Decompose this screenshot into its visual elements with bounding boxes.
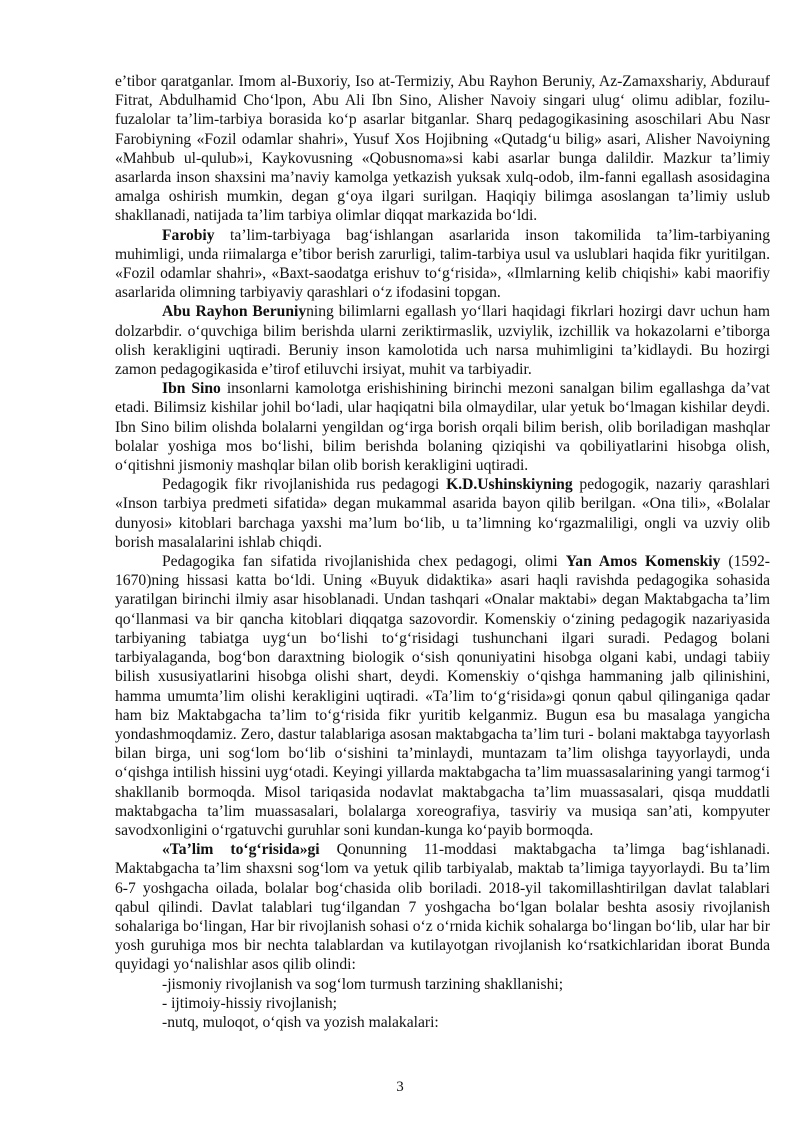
paragraph-text: insonlarni kamolotga erishishining birinchi mezoni sanalgan bilim egallashga da’vat etadi. Bilimsiz kishilar johil bo‘ladi, ular haqiqatni bila olmaydilar, ular yetuk bo‘lmagan kishilar deydi. Ibn Sino bilim olishda bolalarni yengildan og‘irga borish orqali bilim berish, olib boriladigan mashqlar bolalar yoshiga mos bo‘lishi, bilim berishda bolaning qiziqishi va qobiliyatlarini hisobga olish, o‘qitishni jismoniy mashqlar bilan olib borish kerakligini uqtiradi. <box>115 380 770 475</box>
paragraph-text: pedogogik, nazariy qarashlari «Inson tarbiya predmeti sifatida» degan mukammal asarida bayon qilib berilgan. «Ona tili», «Bolalar dunyosi» kitoblari barchaga yaxshi ma’lum bo‘lib, u ta’limning ko‘rgazmaliligi, ongli va uzviy olib borish masalalarini ishlab chiqdi. <box>115 476 770 551</box>
list-item: -jismoniy rivojlanish va sog‘lom turmush tarzining shakllanishi; <box>162 975 564 993</box>
paragraph-beruniy <box>115 302 770 379</box>
paragraph-text: ta’lim-tarbiyaga bag‘ishlangan asarlarida inson takomilida ta’lim-tarbiyaning muhimligi, unda riimalarga e’tibor berish zarurligi, talim-tarbiya usul va uslublari haqida fikr yuritilgan. «Fozil odamlar shahri», «Baxt-saodatga erishuv to‘g‘risida», «Ilmlarning kelib chiqishi» kabi maorifiy asarlarida olimning tarbiyaviy qarashlari o‘z ifodasini topgan. <box>115 226 770 302</box>
paragraph-intro <box>115 72 770 226</box>
paragraph-talim-qonuni <box>115 840 770 974</box>
bold-name: Farobiy <box>162 226 215 244</box>
bold-name: «Ta’lim to‘g‘risida»gi <box>162 841 320 859</box>
document-body <box>115 72 770 1032</box>
paragraph-text: ning bilimlarni egallash yo‘llari haqidagi fikrlari hozirgi davr uchun ham dolzarbdir. o‘quvchiga bilim berishda ularni zeriktirmaslik, uzviylik, izchillik va hokazolarni e’tiborga olish kerakligini uqtiradi. Beruniy inson kamolotida uch narsa muhimligini ta’kidlaydi. Bu hozirgi zamon pedagogikasida e’tirof etiluvchi irsiyat, muhit va tarbiyadir. <box>115 303 770 379</box>
paragraph-ibn-sino <box>115 379 770 475</box>
paragraph-text: Qonunning 11-moddasi maktabgacha ta’limga bag‘ishlanadi. Maktabgacha ta’lim shaxsni sog‘lom va yetuk qilib tarbiyalab, maktab ta’limiga tayyorlaydi. Bu ta’lim 6-7 yoshgacha oilada, bolalar bog‘chasida olib boriladi. 2018-yil takomillashtirilgan davlat talablari qabul qilindi. Davlat talablari tug‘ilgandan 7 yoshgacha bo‘lgan bolalar beshta asosiy rivojlanish sohalariga bo‘lingan, Har bir rivojlanish sohasi o‘z o‘rnida kichik sohalarga bo‘lingan bo‘lib, ular har bir yosh guruhiga mos bir nechta talablardan va kutilayotgan rivojlanish ko‘rsatkichlaridan iborat Bunda quyidagi yo‘nalishlar asos qilib olindi: <box>115 841 770 974</box>
paragraph-text: e’tibor qaratganlar. Imom al-Buxoriy, Iso at-Termiziy, Abu Rayhon Beruniy, Az-Zamaxshariy, Abdurauf Fitrat, Abdulhamid Cho‘lpon, Abu Ali Ibn Sino, Alisher Navoiy singari ulug‘ olimu adiblar, fozilu-fuzalolar ta’lim-tarbiya borasida ko‘p asarlar bitganlar. Sharq pedagogikasining asoschilari Abu Nasr Farobiyning «Fozil odamlar shahri», Yusuf Xos Hojibning «Qutadg‘u bilig» asari, Alisher Navoiyning «Mahbub ul-qulub»i, Kaykovusning «Qobusnoma»si kabi asarlar bunga dalildir. Mazkur ta’limiy asarlarda inson shaxsini ma’naviy kamolga yetkazish yuksak xulq-odob, ilm-fanni egallash asosidagina amalga oshirish mumkin, degan g‘oya ilgari surilgan. Haqiqiy bilimga asoslangan ta’limiy uslub shakllanadi, natijada ta’lim tarbiya olimlar diqqat markazida bo‘ldi. <box>115 73 770 225</box>
bold-name: Ibn Sino <box>162 380 221 398</box>
bold-name: Yan Amos Komenskiy <box>565 553 721 571</box>
paragraph-komenskiy <box>115 552 770 840</box>
bold-name: K.D.Ushinskiyning <box>446 476 573 494</box>
paragraph-text: (1592-1670)ning hissasi katta bo‘ldi. Uning «Buyuk didaktika» asari haqli ravishda pedagogika sohasida yaratilgan birinchi ilmiy asar hisoblanadi. Undan tashqari «Onalar maktabi» degan Maktabgacha ta’lim qo‘llanmasi va bir qancha kitoblari diqqatga sazovordir. Komenskiy o‘zining pedagogik nazariyasida tarbiyaning tabiatga uyg‘un bo‘lishi to‘g‘risidagi tushunchani ilgari suradi. Pedagog bolani tarbiyalaganda, bog‘bon daraxtning biologik o‘sish qonuniyatini hisobga olgani kabi, undagi tabiiy bilish xususiyatlarini hisobga olishi shart, deydi. Komenskiy o‘qishga hammaning jalb qilinishini, hamma umumta’lim olishi kerakligini uqtiradi. «Ta’lim to‘g‘risida»gi qonun qabul qilinganiga qadar ham biz Maktabgacha ta’lim to‘g‘risida fikr yuritib kelganmiz. Bugun esa bu masalaga yangicha yondashmoqdamiz. Zero, dastur talablariga asosan maktabgacha ta’lim turi - bolani maktabga tayyorlash bilan birga, uni sog‘lom bo‘lib o‘sishini ta’minlaydi, muntazam ta’lim olishga tayyorlaydi, unda o‘qishga intilish hissini uyg‘otadi. Keyingi yillarda maktabgacha ta’lim muassasalarining yangi tarmog‘i shakllanib bormoqda. Misol tariqasida nodavlat maktabgacha ta’lim muassasalari, qisqa muddatli maktabgacha ta’lim muassasalari, bolalarga xoreografiya, tasviriy va musiqa san’ati, kompyuter savodxonligini o‘rgatuvchi guruhlar soni kundan-kunga ko‘payib bormoqda. <box>115 553 770 839</box>
bold-name: Abu Rayhon Beruniy <box>162 303 307 321</box>
paragraph-ushinskiy <box>115 475 770 552</box>
list-item: -nutq, muloqot, o‘qish va yozish malakalari: <box>162 1013 439 1031</box>
list-item: - ijtimoiy-hissiy rivojlanish; <box>162 994 337 1012</box>
paragraph-lead: Pedagogika fan sifatida rivojlanishida chex pedagogi, olimi <box>162 553 566 571</box>
paragraph-lead: Pedagogik fikr rivojlanishida rus pedagogi <box>162 476 447 494</box>
page-number: 3 <box>396 1079 404 1095</box>
paragraph-farobiy <box>115 226 770 303</box>
